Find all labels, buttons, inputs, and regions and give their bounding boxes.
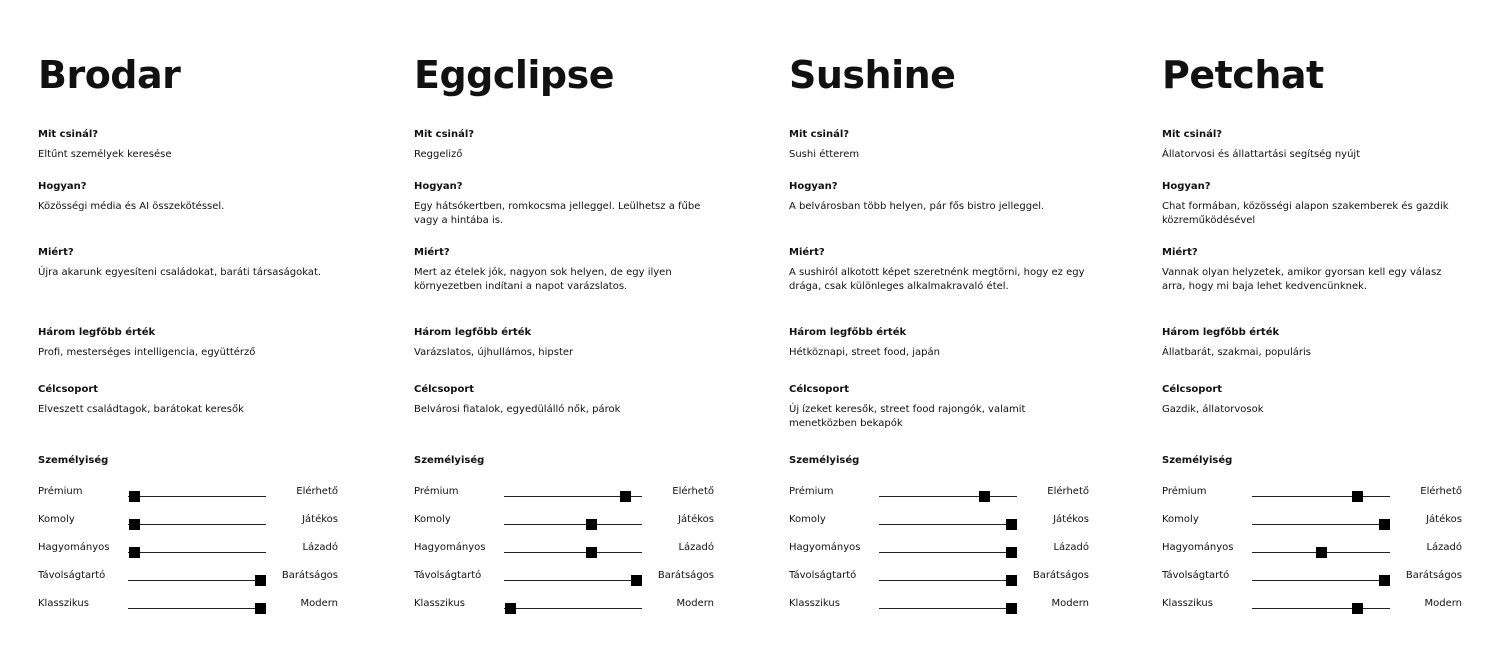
slider-thumb (1352, 603, 1363, 614)
slider-thumb (255, 575, 266, 586)
slider-track (504, 524, 642, 525)
why-label: Miért? (1162, 247, 1198, 258)
brand-card (38, 0, 338, 669)
slider-right-label: Modern (1424, 598, 1462, 609)
what-text: Eltűnt személyek keresése (38, 149, 172, 160)
values-label: Három legfőbb érték (38, 327, 156, 338)
slider-left-label: Hagyományos (1162, 542, 1234, 553)
personality-slider (414, 569, 714, 597)
personality-slider (789, 597, 1089, 625)
personality-label: Személyiség (1162, 455, 1233, 466)
slider-right-label: Játékos (678, 514, 714, 525)
personality-label: Személyiség (789, 455, 860, 466)
slider-left-label: Komoly (789, 514, 826, 525)
slider-thumb (620, 491, 631, 502)
personality-slider (38, 485, 338, 513)
personality-sliders (414, 485, 714, 625)
why-label: Miért? (38, 247, 74, 258)
personality-slider (38, 597, 338, 625)
brand-card (414, 0, 714, 669)
personality-slider (414, 541, 714, 569)
how-label: Hogyan? (789, 181, 838, 192)
target-label: Célcsoport (1162, 384, 1223, 395)
personality-slider (789, 485, 1089, 513)
what-text: Reggeliző (414, 149, 463, 160)
personality-slider (414, 597, 714, 625)
slider-thumb (1006, 603, 1017, 614)
slider-track (879, 552, 1017, 553)
slider-thumb (1379, 575, 1390, 586)
why-label: Miért? (789, 247, 825, 258)
target-text: Belvárosi fiatalok, egyedülálló nők, párok (414, 404, 621, 415)
target-text: Elveszett családtagok, barátokat keresők (38, 404, 244, 415)
personality-slider (1162, 569, 1462, 597)
personality-label: Személyiség (38, 455, 109, 466)
slider-right-label: Lázadó (678, 542, 714, 553)
slider-right-label: Lázadó (1426, 542, 1462, 553)
personality-sliders (38, 485, 338, 625)
slider-track (504, 608, 642, 609)
slider-track (1252, 580, 1390, 581)
slider-track (128, 524, 266, 525)
slider-left-label: Távolságtartó (38, 570, 106, 581)
slider-left-label: Távolságtartó (414, 570, 482, 581)
personality-slider (414, 485, 714, 513)
slider-track (504, 580, 642, 581)
slider-left-label: Komoly (414, 514, 451, 525)
personality-slider (1162, 541, 1462, 569)
personality-sliders (789, 485, 1089, 625)
personality-slider (789, 569, 1089, 597)
values-text: Profi, mesterséges intelligencia, együttérző (38, 347, 256, 358)
brand-name: Petchat (1162, 53, 1324, 97)
why-text: A sushiról alkotott képet szeretnénk megtörni, hogy ez egy drága, csak különleges alkalmakravaló étel. (789, 267, 1085, 292)
values-label: Három legfőbb érték (414, 327, 532, 338)
slider-left-label: Hagyományos (789, 542, 861, 553)
slider-thumb (129, 547, 140, 558)
target-label: Célcsoport (414, 384, 475, 395)
slider-track (879, 496, 1017, 497)
slider-right-label: Elérhető (672, 486, 714, 497)
personality-slider (414, 513, 714, 541)
target-text: Új ízeket keresők, street food rajongók, valamit menetközben bekapók (789, 404, 1026, 429)
slider-left-label: Klasszikus (38, 598, 89, 609)
values-text: Varázslatos, újhullámos, hipster (414, 347, 574, 358)
personality-slider (1162, 597, 1462, 625)
slider-left-label: Hagyományos (414, 542, 486, 553)
brand-name: Sushine (789, 53, 956, 97)
slider-track (1252, 496, 1390, 497)
values-text: Hétköznapi, street food, japán (789, 347, 940, 358)
slider-thumb (979, 491, 990, 502)
slider-right-label: Lázadó (1053, 542, 1089, 553)
personality-slider (38, 569, 338, 597)
what-label: Mit csinál? (414, 129, 475, 140)
what-text: Sushi étterem (789, 149, 860, 160)
slider-track (128, 552, 266, 553)
slider-thumb (586, 519, 597, 530)
target-text: Gazdik, állatorvosok (1162, 404, 1264, 415)
how-text: Chat formában, közösségi alapon szakemberek és gazdik közreműködésével (1162, 201, 1449, 226)
brand-card (789, 0, 1089, 669)
slider-right-label: Barátságos (1405, 570, 1462, 581)
slider-thumb (505, 603, 516, 614)
personality-slider (38, 541, 338, 569)
slider-left-label: Komoly (38, 514, 75, 525)
slider-track (128, 580, 266, 581)
slider-left-label: Távolságtartó (789, 570, 857, 581)
what-label: Mit csinál? (789, 129, 850, 140)
slider-track (1252, 608, 1390, 609)
slider-left-label: Prémium (1162, 486, 1207, 497)
slider-right-label: Elérhető (1047, 486, 1089, 497)
slider-track (504, 552, 642, 553)
slider-right-label: Lázadó (302, 542, 338, 553)
slider-thumb (255, 603, 266, 614)
slider-thumb (129, 491, 140, 502)
values-label: Három legfőbb érték (1162, 327, 1280, 338)
how-label: Hogyan? (414, 181, 463, 192)
slider-track (1252, 552, 1390, 553)
slider-left-label: Klasszikus (789, 598, 840, 609)
personality-slider (789, 541, 1089, 569)
values-label: Három legfőbb érték (789, 327, 907, 338)
personality-sliders (1162, 485, 1462, 625)
target-label: Célcsoport (38, 384, 99, 395)
why-text: Vannak olyan helyzetek, amikor gyorsan kell egy válasz arra, hogy mi baja lehet kedvencünknek. (1162, 267, 1442, 292)
slider-right-label: Barátságos (281, 570, 338, 581)
values-text: Állatbarát, szakmai, populáris (1162, 347, 1311, 358)
slider-left-label: Prémium (789, 486, 834, 497)
how-text: Egy hátsókertben, romkocsma jelleggel. Leülhetsz a fűbe vagy a hintába is. (414, 201, 701, 226)
slider-track (879, 580, 1017, 581)
what-label: Mit csinál? (38, 129, 99, 140)
slider-right-label: Barátságos (657, 570, 714, 581)
slider-right-label: Modern (676, 598, 714, 609)
slider-right-label: Elérhető (1420, 486, 1462, 497)
what-text: Állatorvosi és állattartási segítség nyújt (1162, 149, 1361, 160)
slider-right-label: Játékos (302, 514, 338, 525)
slider-track (128, 608, 266, 609)
slider-thumb (1006, 547, 1017, 558)
slider-track (879, 608, 1017, 609)
slider-thumb (631, 575, 642, 586)
slider-thumb (1352, 491, 1363, 502)
slider-right-label: Elérhető (296, 486, 338, 497)
slider-thumb (1316, 547, 1327, 558)
personality-slider (789, 513, 1089, 541)
brand-name: Eggclipse (414, 53, 615, 97)
personality-slider (1162, 513, 1462, 541)
how-text: Közösségi média és AI összekötéssel. (38, 201, 225, 212)
slider-left-label: Távolságtartó (1162, 570, 1230, 581)
slider-left-label: Prémium (38, 486, 83, 497)
slider-thumb (1006, 575, 1017, 586)
slider-thumb (129, 519, 140, 530)
slider-thumb (1379, 519, 1390, 530)
slider-track (128, 496, 266, 497)
how-label: Hogyan? (38, 181, 87, 192)
slider-right-label: Barátságos (1032, 570, 1089, 581)
slider-track (879, 524, 1017, 525)
slider-thumb (1006, 519, 1017, 530)
brand-card (1162, 0, 1462, 669)
slider-left-label: Klasszikus (414, 598, 465, 609)
slider-track (504, 496, 642, 497)
why-text: Újra akarunk egyesíteni családokat, baráti társaságokat. (38, 267, 322, 278)
personality-slider (38, 513, 338, 541)
personality-label: Személyiség (414, 455, 485, 466)
slider-right-label: Modern (300, 598, 338, 609)
slider-right-label: Játékos (1053, 514, 1089, 525)
slider-left-label: Klasszikus (1162, 598, 1213, 609)
how-label: Hogyan? (1162, 181, 1211, 192)
why-text: Mert az ételek jók, nagyon sok helyen, de egy ilyen környezetben indítani a napot varázslatos. (414, 267, 672, 292)
slider-track (1252, 524, 1390, 525)
target-label: Célcsoport (789, 384, 850, 395)
slider-thumb (586, 547, 597, 558)
slider-right-label: Modern (1051, 598, 1089, 609)
slider-left-label: Prémium (414, 486, 459, 497)
slider-left-label: Komoly (1162, 514, 1199, 525)
slider-right-label: Játékos (1426, 514, 1462, 525)
how-text: A belvárosban több helyen, pár fős bistro jelleggel. (789, 201, 1045, 212)
brand-name: Brodar (38, 53, 181, 97)
why-label: Miért? (414, 247, 450, 258)
personality-slider (1162, 485, 1462, 513)
what-label: Mit csinál? (1162, 129, 1223, 140)
slider-left-label: Hagyományos (38, 542, 110, 553)
